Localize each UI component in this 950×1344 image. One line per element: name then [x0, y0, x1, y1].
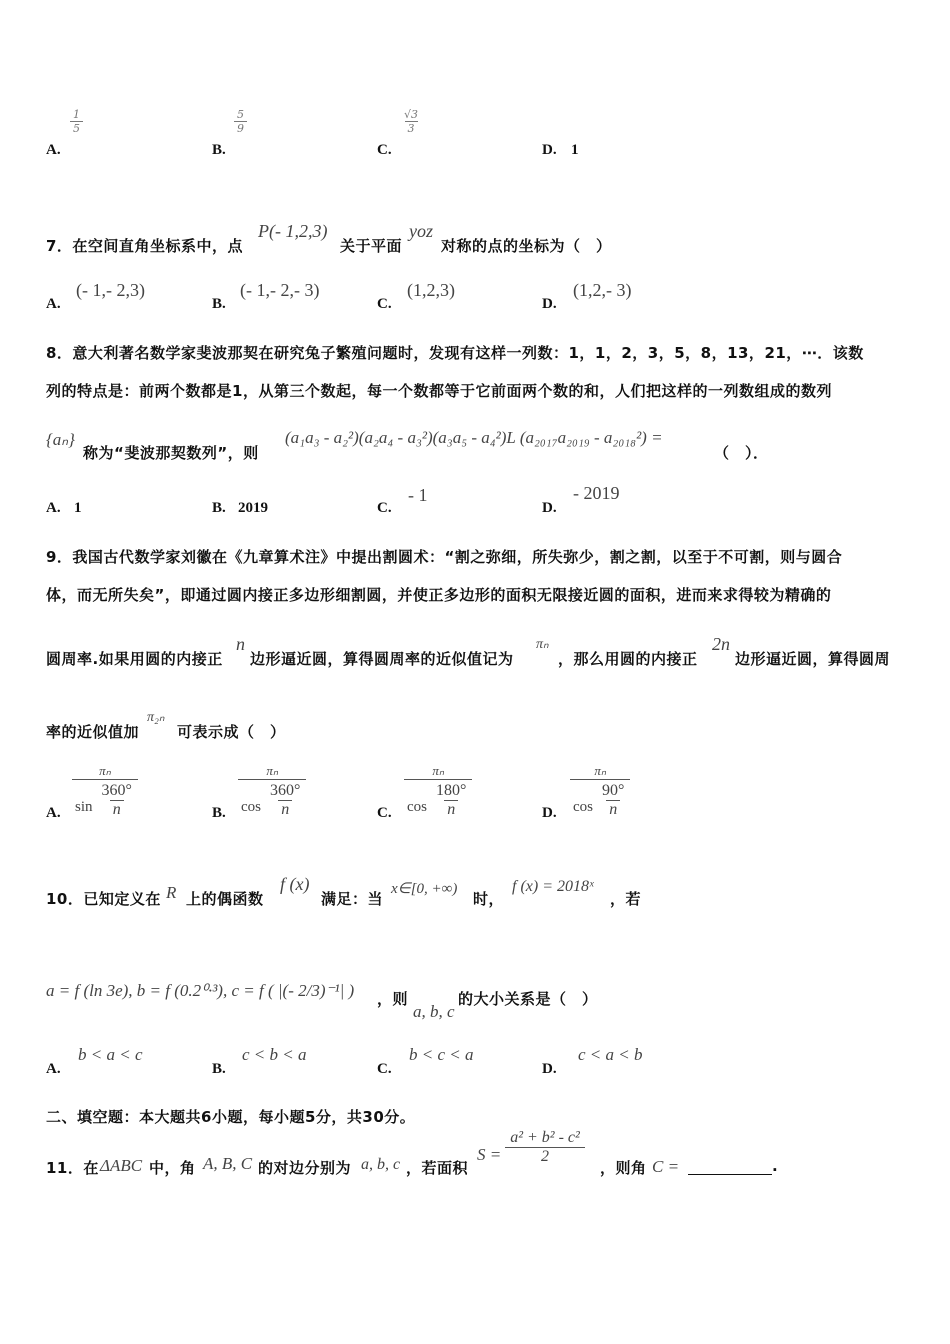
q9-stem-line2: 体，而无所失矣”，即通过圆内接正多边形细割圆，并使正多边形的面积无限接近圆的面积，进而来求得较为精确的 — [46, 586, 832, 604]
q11-answer-blank[interactable] — [686, 1157, 774, 1176]
q9-option-c-label: C. — [377, 805, 392, 821]
q8-stem-line1: 8．意大利著名数学家斐波那契在研究兔子繁殖问题时，发现有这样一列数：1，1，2，3，5，8，13，21，⋯．该数 — [46, 344, 864, 362]
q10-option-d-math: c < a < b — [578, 1045, 643, 1064]
q7-point: P(- 1,2,3) — [258, 221, 328, 241]
q9-pi-2n: π₂ₙ — [147, 710, 165, 725]
q8-option-d-math: - 2019 — [573, 483, 620, 503]
q8-option-b-label: B. — [212, 500, 226, 516]
q10-domain: x∈[0, +∞) — [391, 881, 458, 897]
q10-option-d-label: D. — [542, 1061, 557, 1077]
q11-C: C = — [652, 1157, 680, 1176]
q7-stem-mid: 关于平面 — [340, 237, 403, 255]
q11-triangle: ΔABC — [100, 1156, 143, 1175]
q10-R: R — [166, 883, 177, 902]
q9-option-d-label: D. — [542, 805, 557, 821]
q10-stem-t1: 上的偶函数 — [186, 890, 264, 908]
q9-option-d-math: πₙ cos $\frac{90^\circ}{n}$ — [570, 763, 630, 819]
section-2-heading: 二、填空题：本大题共6小题，每小题5分，共30分。 — [46, 1108, 416, 1126]
q8-option-b-text: 2019 — [238, 500, 268, 516]
q11-sides: a, b, c — [361, 1156, 401, 1173]
q9-stem-line3c: ，那么用圆的内接正 — [558, 650, 698, 668]
q6-option-b-math: $\frac{5}{9}$ — [234, 108, 247, 135]
q7-option-c-label: C. — [377, 296, 392, 312]
q11-stem-prefix: 11．在 — [46, 1159, 99, 1177]
q8-option-a-label: A. — [46, 500, 61, 516]
q11-stem-t3: ，若面积 — [406, 1159, 469, 1177]
q7-option-b-math: (- 1,- 2,- 3) — [240, 280, 320, 300]
q7-stem-suffix: 对称的点的坐标为（ ） — [441, 237, 612, 255]
q7-option-c-math: (1,2,3) — [407, 280, 455, 300]
q6-option-b-label: B. — [212, 142, 226, 158]
q7-stem-prefix: 7．在空间直角坐标系中，点 — [46, 237, 243, 255]
q7-option-b-label: B. — [212, 296, 226, 312]
q10-option-b-math: c < b < a — [242, 1045, 307, 1064]
q10-option-a-label: A. — [46, 1061, 61, 1077]
q9-option-c-math: πₙ cos $\frac{180^\circ}{n}$ — [404, 763, 472, 819]
q10-stem-t2: 满足：当 — [321, 890, 384, 908]
q9-stem-line4a: 率的近似值加 — [46, 723, 140, 741]
q10-option-b-label: B. — [212, 1061, 226, 1077]
q9-pi-n: πₙ — [536, 637, 549, 652]
q7-option-a-math: (- 1,- 2,3) — [76, 280, 145, 300]
q9-stem-line3d: 边形逼近圆，算得圆周 — [735, 650, 891, 668]
q11-angles: A, B, C — [203, 1154, 253, 1173]
q10-fx: f (x) — [280, 874, 310, 894]
q8-stem-mid: 称为“斐波那契数列”，则 — [83, 444, 259, 462]
q7-option-a-label: A. — [46, 296, 61, 312]
q10-definition: f (x) = 2018ˣ — [512, 878, 594, 895]
q9-n: n — [236, 634, 245, 654]
q6-option-c-label: C. — [377, 142, 392, 158]
q7-plane: yoz — [409, 221, 433, 241]
q8-option-c-label: C. — [377, 500, 392, 516]
q10-option-c-label: C. — [377, 1061, 392, 1077]
q11-stem-t1: 中，角 — [149, 1159, 196, 1177]
q9-stem-line3b: 边形逼近圆，算得圆周率的近似值记为 — [250, 650, 514, 668]
q6-option-d-label: D. — [542, 142, 557, 158]
q10-stem-t6: 的大小关系是（ ） — [458, 990, 598, 1008]
q6-option-d-text: 1 — [571, 142, 579, 158]
q8-option-a-text: 1 — [74, 500, 82, 516]
q10-stem-t4: ，若 — [610, 890, 642, 908]
q8-option-d-label: D. — [542, 500, 557, 516]
q10-abc-definitions: a = f (ln 3e), b = f (0.2⁰·³), c = f ( |(- 2/3)⁻¹| ) — [46, 981, 355, 1000]
q11-S: S = — [477, 1145, 502, 1164]
q8-stem-suffix: （ ）． — [714, 444, 769, 462]
q9-2n: 2n — [712, 634, 730, 654]
q9-stem-line1: 9．我国古代数学家刘徽在《九章算术注》中提出割圆术：“割之弥细，所失弥少，割之割，以至于不可割，则与圆合 — [46, 548, 843, 566]
q8-product-expression: (a₁a₃ - a₂²)(a₂a₄ - a₃²)(a₃a₅ - a₄²)L (a₂₀₁₇a₂₀₁₉ - a₂₀₁₈²) = — [285, 428, 663, 447]
q8-stem-line2: 列的特点是：前两个数都是1，从第三个数起，每一个数都等于它前面两个数的和，人们把这样的一列数组成的数列 — [46, 382, 832, 400]
q10-option-a-math: b < a < c — [78, 1045, 143, 1064]
q6-option-c-math: $\frac{√3}{3}$ — [404, 108, 419, 135]
q10-stem-t3: 时， — [473, 890, 505, 908]
q10-stem-prefix: 10．已知定义在 — [46, 890, 161, 908]
q10-stem-t5: ，则 — [377, 990, 409, 1008]
q6-option-a-math: $\frac{1}{5}$ — [70, 108, 83, 135]
q11-stem-t4: ，则角 — [600, 1159, 647, 1177]
q11-end: . — [772, 1157, 779, 1175]
q8-option-c-math: - 1 — [408, 485, 428, 505]
q11-area-fraction: $\frac{\text{a² + b² - c²}}{2}$ — [505, 1129, 585, 1166]
q9-option-b-label: B. — [212, 805, 226, 821]
q9-option-a-math: πₙ sin $\frac{360^\circ}{n}$ — [72, 763, 138, 819]
q9-stem-line4b: 可表示成（ ） — [177, 723, 286, 741]
q9-option-a-label: A. — [46, 805, 61, 821]
q10-abc: a, b, c — [413, 1002, 455, 1021]
q7-option-d-label: D. — [542, 296, 557, 312]
q7-option-d-math: (1,2,- 3) — [573, 280, 632, 300]
q9-option-b-math: πₙ cos $\frac{360^\circ}{n}$ — [238, 763, 306, 819]
q6-option-a-label: A. — [46, 142, 61, 158]
q10-option-c-math: b < c < a — [409, 1045, 474, 1064]
q11-stem-t2: 的对边分别为 — [258, 1159, 352, 1177]
q9-stem-line3a: 圆周率.如果用圆的内接正 — [46, 650, 223, 668]
q8-sequence: {aₙ} — [46, 430, 75, 449]
